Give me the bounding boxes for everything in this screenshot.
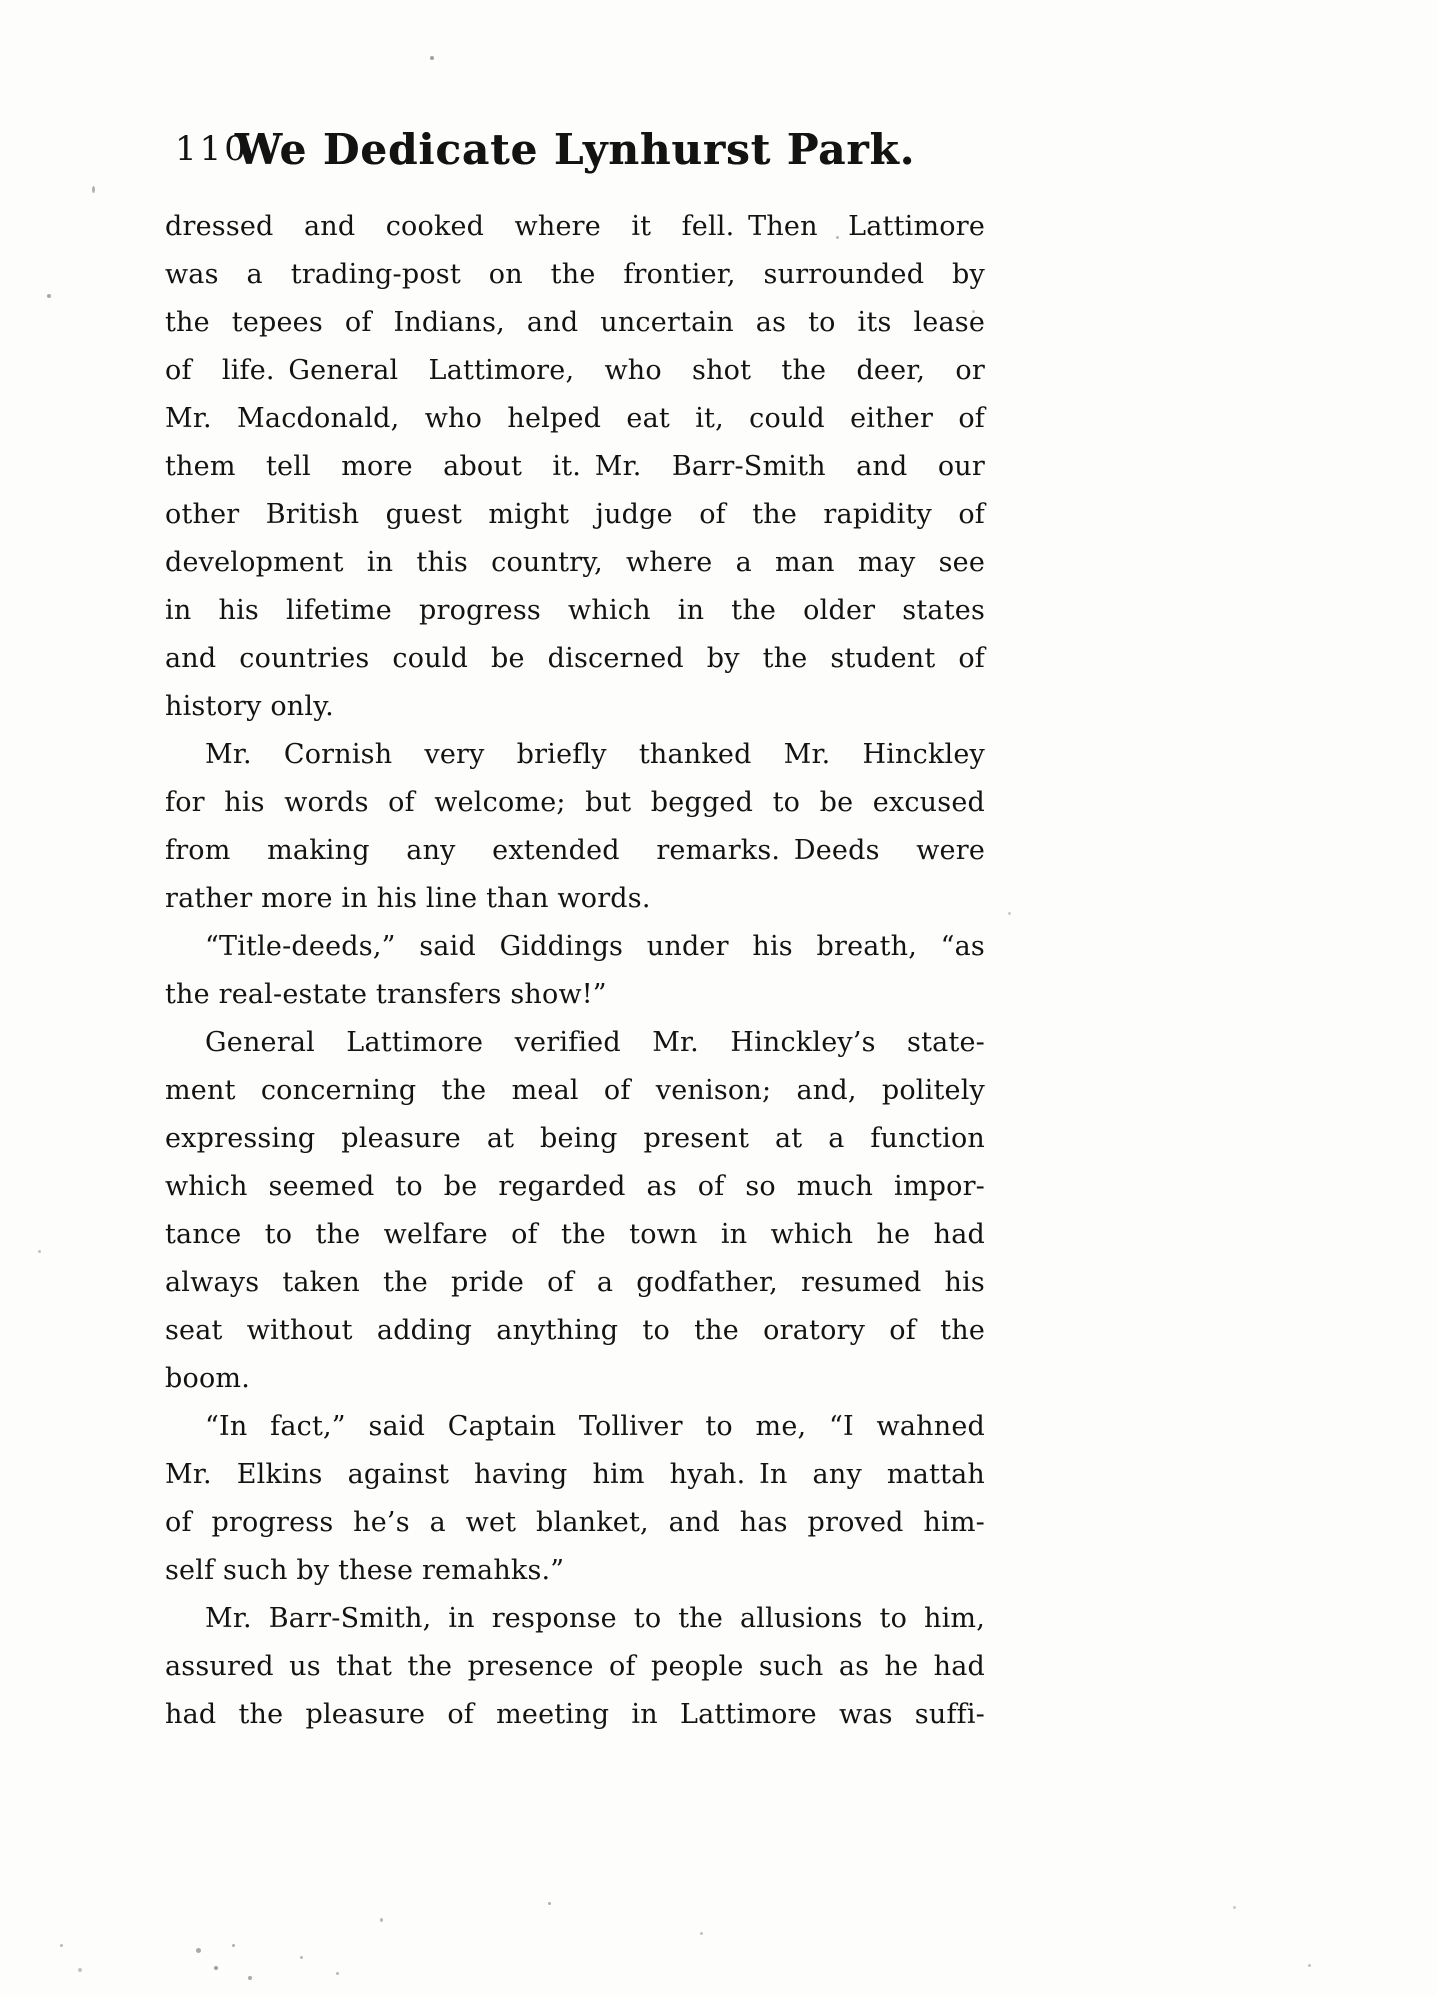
text-line: Mr. Elkins against having him hyah. In any mattah (165, 1459, 985, 1490)
scan-speck (430, 56, 434, 60)
page-header (165, 118, 985, 182)
scan-speck (92, 186, 95, 193)
text-block (165, 203, 985, 1739)
scan-speck (336, 1972, 339, 1975)
text-line: was a trading-post on the frontier, surrounded by (165, 259, 985, 290)
text-line: the tepees of Indians, and uncertain as to its lease (165, 307, 985, 338)
text-line: from making any extended remarks. Deeds were (165, 835, 985, 866)
paragraph (165, 1019, 985, 1403)
text-line: history only. (165, 691, 334, 722)
paragraph (165, 731, 985, 923)
scan-speck (47, 294, 51, 298)
page-number: 110 (175, 129, 249, 169)
text-line: expressing pleasure at being present at a function (165, 1123, 985, 1154)
text-line: which seemed to be regarded as of so much impor- (165, 1171, 985, 1202)
scan-speck (214, 1966, 218, 1970)
scan-speck (300, 1956, 303, 1959)
scan-speck (700, 1932, 703, 1935)
text-line: for his words of welcome; but begged to be excused (165, 787, 985, 818)
text-line: Mr. Macdonald, who helped eat it, could either of (165, 403, 985, 434)
text-line: “Title-deeds,” said Giddings under his breath, “as (205, 931, 985, 962)
text-line: ment concerning the meal of venison; and, politely (165, 1075, 985, 1106)
text-line: Mr. Cornish very briefly thanked Mr. Hinckley (205, 739, 985, 770)
scan-speck (248, 1976, 252, 1980)
scan-speck (232, 1944, 235, 1947)
paragraph (165, 923, 985, 1019)
paragraph (165, 1595, 985, 1739)
text-line: other British guest might judge of the rapidity of (165, 499, 985, 530)
scan-speck (196, 1948, 201, 1953)
scan-speck (972, 310, 975, 313)
text-line: them tell more about it. Mr. Barr-Smith and our (165, 451, 985, 482)
text-line: assured us that the presence of people such as he had (165, 1651, 985, 1682)
scan-speck (380, 1918, 383, 1922)
paragraph (165, 1403, 985, 1595)
text-line: development in this country, where a man may see (165, 547, 985, 578)
text-line: “In fact,” said Captain Tolliver to me, “I wahned (205, 1411, 985, 1442)
scan-speck (1308, 1964, 1311, 1967)
text-line: self such by these remahks.” (165, 1555, 565, 1586)
scan-speck (78, 1968, 82, 1972)
text-line: of life. General Lattimore, who shot the deer, or (165, 355, 985, 386)
text-line: the real-estate transfers show!” (165, 979, 607, 1010)
text-line: seat without adding anything to the oratory of the (165, 1315, 985, 1346)
text-line: in his lifetime progress which in the older states (165, 595, 985, 626)
text-line: tance to the welfare of the town in which he had (165, 1219, 985, 1250)
text-line: General Lattimore verified Mr. Hinckley’s state- (205, 1027, 985, 1058)
text-line: of progress he’s a wet blanket, and has proved him- (165, 1507, 985, 1538)
text-line: boom. (165, 1363, 250, 1394)
text-line: rather more in his line than words. (165, 883, 651, 914)
scan-speck (60, 1944, 63, 1947)
text-line: had the pleasure of meeting in Lattimore was suffi- (165, 1699, 985, 1730)
scan-speck (1008, 912, 1011, 915)
text-line: dressed and cooked where it fell. Then Lattimore (165, 211, 985, 242)
text-line: Mr. Barr-Smith, in response to the allusions to him, (205, 1603, 985, 1634)
paragraph (165, 203, 985, 731)
text-line: and countries could be discerned by the student of (165, 643, 985, 674)
scan-speck (548, 1902, 551, 1905)
scan-speck (38, 1250, 41, 1253)
text-line: always taken the pride of a godfather, resumed his (165, 1267, 985, 1298)
page-title: We Dedicate Lynhurst Park. (234, 125, 916, 174)
scan-speck (1233, 1906, 1236, 1909)
scan-speck (836, 236, 839, 239)
